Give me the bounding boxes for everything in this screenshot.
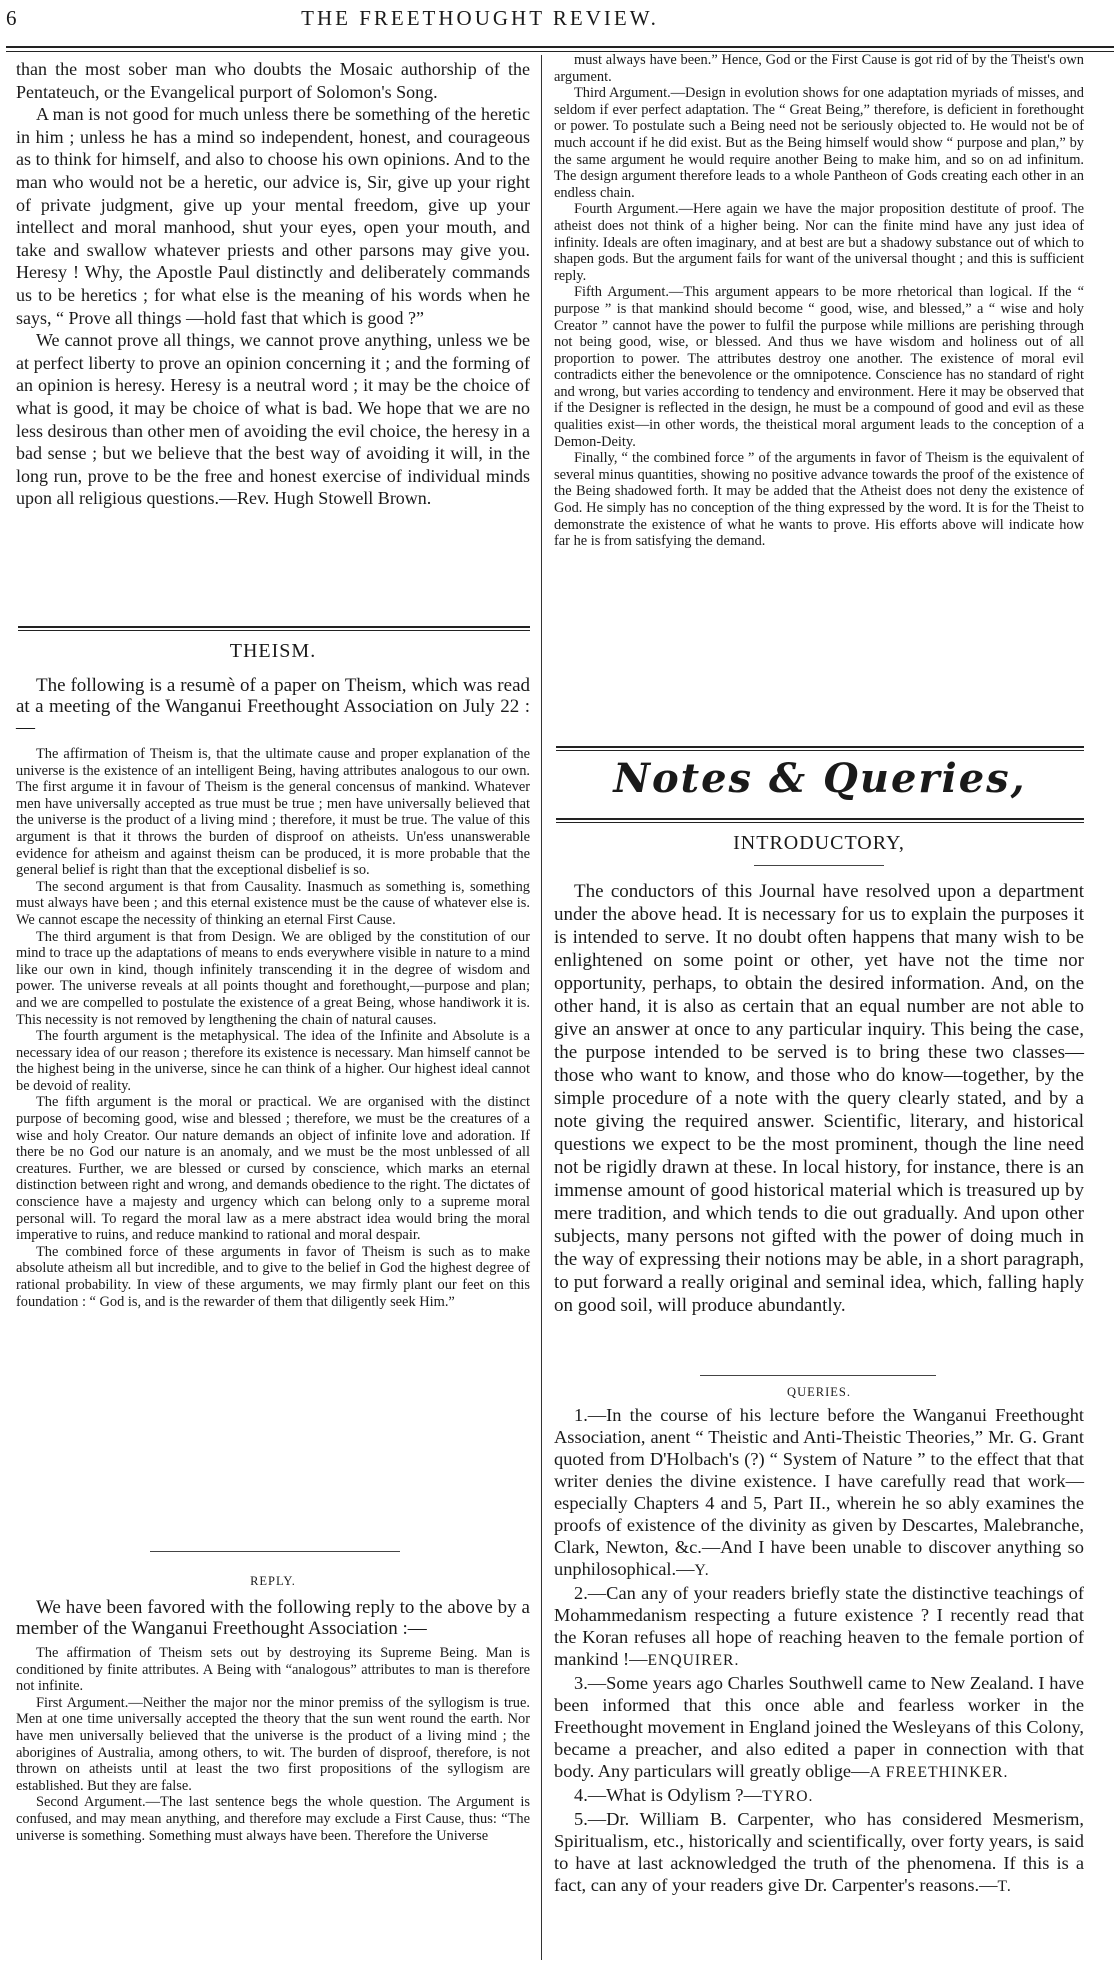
theism-heading: THEISM. xyxy=(229,640,317,662)
paragraph: The fifth argument is the moral or practical. We are organised with the distinct purpose of becoming good, wise and blessed ; therefore, we must be the creatures of a wise and holy Creator. Our nature demands an object of infinite love and adoration. If there be no God our nature is an anomaly, and we must be the most unblessed of all creatures. Further, we are blessed or cursed by conscience, which marks an eternal distinction between right and wrong, and demands obedience to the right. The dictates of conscience have a majesty and urgency which can belong only to a supreme moral personal will. To regard the moral law as a mere abstract idea would bring the moral imperative to ruins, and reduce mankind to rational and moral despair. xyxy=(16,1094,530,1244)
query-text: 2.—Can any of your readers briefly state the distinctive teachings of Mohammedanism respecting a future existence ? I recently read that the Koran refuses all hope of reaching heaven to the female portion of mankind !— xyxy=(554,1583,1084,1669)
query-item xyxy=(554,1784,1084,1808)
paragraph: The fourth argument is the metaphysical. The idea of the Infinite and Absolute is a necessary idea of our reason ; therefore its existence is necessary. Man himself cannot be the highest being in the universe, since he can think of a higher. Our highest ideal cannot be devoid of reality. xyxy=(16,1028,530,1094)
reply-article xyxy=(16,1574,530,1844)
section-rule xyxy=(18,626,530,631)
section-rule xyxy=(150,1551,400,1552)
query-item xyxy=(554,1582,1084,1672)
paragraph: We cannot prove all things, we cannot prove anything, unless we be at perfect liberty to prove an opinion concerning it ; and the forming of an opinion is heresy. Heresy is a neutral word ; it may be the choice of what is good, it may be choice of what is bad. We hope that we are no less desirous than other men of avoiding the evil choice, the heresy in a bad sense ; but we believe that the best way of avoiding it will, in the long run, prove to be the free and honest exercise of individual minds upon all religious questions.—Rev. Hugh Stowell Brown. xyxy=(16,330,530,509)
theism-intro: The following is a resumè of a paper on Theism, which was read at a meeting of the Wanganui Freethought Association on July 22 :— xyxy=(16,675,530,738)
section-rule xyxy=(700,1375,936,1376)
query-item xyxy=(554,1672,1084,1784)
query-text: 1.—In the course of his lecture before the Wanganui Freethought Association, anent “ Theistic and Anti-Theistic Theories,” Mr. G. Grant quoted from D'Holbach's (?) “ System of Nature ” to the effect that that writer denies the divine existence. I have carefully read that work—especially Chapters 4 and 5, Part II., wherein he so ably examines the proofs of existence of the divinity as given by Descartes, Malebranche, Clark, Newton, &c.—And I have been unable to discover anything so unphilosophical.— xyxy=(554,1405,1084,1579)
query-signature: TYRO. xyxy=(761,1788,814,1805)
paragraph: A man is not good for much unless there be something of the heretic in him ; unless he has a mind so independent, honest, and courageous as to think for himself, and also to choose his own opinions. And to the man who would not be a heretic, our advice is, Sir, give up your right of private judgment, give up your mental freedom, give up your intellect and moral manhood, shut your eyes, open your mouth, and take and swallow whatever priests and other parsons may give you. Heresy ! Why, the Apostle Paul distinctly and deliberately commands us to be heretics ; for what else is the meaning of his words when he says, “ Prove all things —hold fast that which is good ?” xyxy=(16,104,530,328)
paragraph: than the most sober man who doubts the Mosaic authorship of the Pentateuch, or the Evangelical purport of Solomon's Song. xyxy=(16,59,530,102)
introductory-section xyxy=(554,832,1084,1317)
paragraph: Fourth Argument.—Here again we have the major proposition destitute of proof. The atheist does not think of a higher being. Nor can the finite mind have any just idea of infinity. Ideals are often imaginary, and at best are but a shadowy substance out of which to shapen gods. But the argument fails for want of the universal thought ; and this is sufficient reply. xyxy=(554,201,1084,284)
paragraph: Third Argument.—Design in evolution shows for one adaptation myriads of misses, and seldom if ever perfect adaptation. The “ Great Being,” therefore, is deficient in forethought or power. To postulate such a Being need not be seriously objected to. He would not be of much account if he did exist. But as the Being himself would show “ purpose and plan,” by the same argument he would require another Being to make him, and so on ad infinitum. The design argument therefore leads to a whole Pantheon of Gods creating each other in an endless chain. xyxy=(554,85,1084,201)
query-item xyxy=(554,1404,1084,1582)
query-signature: ENQUIRER. xyxy=(647,1652,740,1669)
paragraph: The combined force of these arguments in favor of Theism is such as to make absolute atheism all but incredible, and to give to the belief in God the highest degree of rational probability. In view of these arguments, we may firmly plant our feet on this foundation : “ God is, and is the rewarder of them that diligently seek Him.” xyxy=(16,1243,530,1310)
paragraph: The third argument is that from Design. We are obliged by the constitution of our mind to trace up the adaptations of means to ends everywhere visible in nature to a mind like our own in kind, though infinitely transcending it in the degree of wisdom and power. The universe reveals at all points thought and forethought,—purpose and plan; and we are compelled to postulate the existence of a great Being, whose handiwork it is. This necessity is not removed by lengthening the chain of natural causes. xyxy=(16,928,530,1028)
paragraph: Second Argument.—The last sentence begs the whole question. The Argument is confused, and may mean anything, and therefore may exclude a First Cause, thus: “The universe is something. Something must always have been. Therefore the Universe xyxy=(16,1794,530,1844)
paragraph: The second argument is that from Causality. Inasmuch as something is, something must always have been ; and this eternal existence must be the cause of whatever else is. We cannot escape the necessity of thinking an eternal First Cause. xyxy=(16,878,530,928)
section-rule xyxy=(754,865,884,866)
paragraph: The affirmation of Theism is, that the ultimate cause and proper explanation of the universe is the existence of an intelligent Being, having attributes analogous to our own. The first argume it in favour of Theism is the general concensus of mankind. Whatever men have universally accepted as true must be true ; men have universally believed that the universe is the product of a living mind ; therefore, it must be true. The value of this argument is that it throws the burden of disproof on atheists. Un'ess unanswerable evidence for atheism and against theism can be produced, it is more probable that the general belief is right than that the exceptional disbelief is so. xyxy=(16,746,530,879)
introductory-text: The conductors of this Journal have resolved upon a department under the above head. It is necessary for us to explain the purposes it is intended to serve. It no doubt often happens that many wish to be enlightened on some point or other, yet have not the time nor opportunity, perhaps, to obtain the desired information. And, on the other hand, it is also as certain that an equal number are not able to give an answer at once to any particular inquiry. This being the case, the purpose intended to be served is to bring these two classes—those who want to know, and those who do know—together, by the simple procedure of a note with the query clearly stated, and by a note giving the required answer. Scientific, literary, and historical questions we expect to be the most prominent, though the line need not be rigidly drawn at these. In local history, for instance, there is an immense amount of good historical material which is treasured up by mere tradition, and which tends to die out gradually. And upon other subjects, many persons not gifted with the power of doing much in the way of expressing their notions may be able, in a short paragraph, to put forward a really original and seminal idea, which, falling haply on good soil, will produce abundantly. xyxy=(554,881,1084,1316)
section-rule xyxy=(556,746,1084,751)
introductory-heading: INTRODUCTORY, xyxy=(733,832,905,854)
queries-heading: QUERIES. xyxy=(787,1385,851,1399)
paragraph: must always have been.” Hence, God or the First Cause is got rid of by the Theist's own argument. xyxy=(554,52,1084,85)
notes-and-queries-title: Notes & Queries, xyxy=(613,755,1027,802)
page-number: 6 xyxy=(6,6,17,30)
query-signature: A FREETHINKER. xyxy=(869,1764,1009,1781)
query-text: 5.—Dr. William B. Carpenter, who has considered Mesmerism, Spiritualism, etc., historically and scientifically, over forty years, is said to have at last acknowledged the truth of the phenomena. If this is a fact, can any of your readers give Dr. Carpenter's reasons.— xyxy=(554,1809,1084,1895)
query-text: 4.—What is Odylism ?— xyxy=(574,1785,762,1805)
left-continued-article xyxy=(16,58,530,510)
query-text: 3.—Some years ago Charles Southwell came to New Zealand. I have been informed that this once able and fearless worker in the Freethought movement in England joined the Wesleyans of this Colony, became a preacher, and also edited a paper in connection with that body. Any particulars will greatly oblige— xyxy=(554,1673,1084,1781)
queries-section xyxy=(554,1385,1084,1898)
query-signature: Y. xyxy=(694,1562,710,1579)
reply-intro: We have been favored with the following reply to the above by a member of the Wanganui Freethought Association :— xyxy=(16,1597,530,1639)
query-signature: T. xyxy=(997,1878,1012,1895)
right-continued-reply xyxy=(554,52,1084,550)
paragraph: The affirmation of Theism sets out by destroying its Supreme Being. Man is conditioned by finite attributes. A Being with “analogous” attributes to man is therefore not infinite. xyxy=(16,1645,530,1695)
masthead-title: THE FREETHOUGHT REVIEW. xyxy=(301,6,659,30)
paragraph: Finally, “ the combined force ” of the arguments in favor of Theism is the equivalent of several minus quantities, showing no positive advance towards the proof of the existence of the Being shadowed forth. It may be added that the Atheist does not deny the existence of God. He simply has no conception of the thing expressed by the word. It is for the Theist to demonstrate the existence of what he wants to prove. His efforts above will indicate how far he is from satisfying the demand. xyxy=(554,450,1084,550)
theism-article xyxy=(16,640,530,1310)
column-divider xyxy=(541,55,542,1960)
section-rule xyxy=(556,818,1084,823)
reply-heading: REPLY. xyxy=(250,1574,296,1588)
paragraph: First Argument.—Neither the major nor the minor premiss of the syllogism is true. Men at one time universally accepted the theory that the sun went round the earth. Nor have men universally believed that the universe is the product of a living mind ; the aborigines of Australia, among others, to wit. The burden of disproof, therefore, is not thrown on atheists until at least the two first propositions of the syllogism are established. But they are false. xyxy=(16,1694,530,1794)
paragraph: Fifth Argument.—This argument appears to be more rhetorical than logical. If the “ purpose ” is that mankind should become “ good, wise, and blessed,” a “ wise and holy Creator ” cannot have the power to fulfil the purpose while millions are perishing through not being good, wise, or blessed. And thus we have wisdom and holiness out of all proportion to power. The attributes destroy one another. The existence of moral evil contradicts either the benevolence or the omnipotence. Conscience has no standard of right and wrong, but varies according to tendency and environment. Here it may be observed that if the Designer is reflected in the design, he must be a compound of good and evil as these qualities exist—in other words, the theistical moral argument leads to the conception of a Demon-Deity. xyxy=(554,284,1084,450)
query-item xyxy=(554,1808,1084,1898)
